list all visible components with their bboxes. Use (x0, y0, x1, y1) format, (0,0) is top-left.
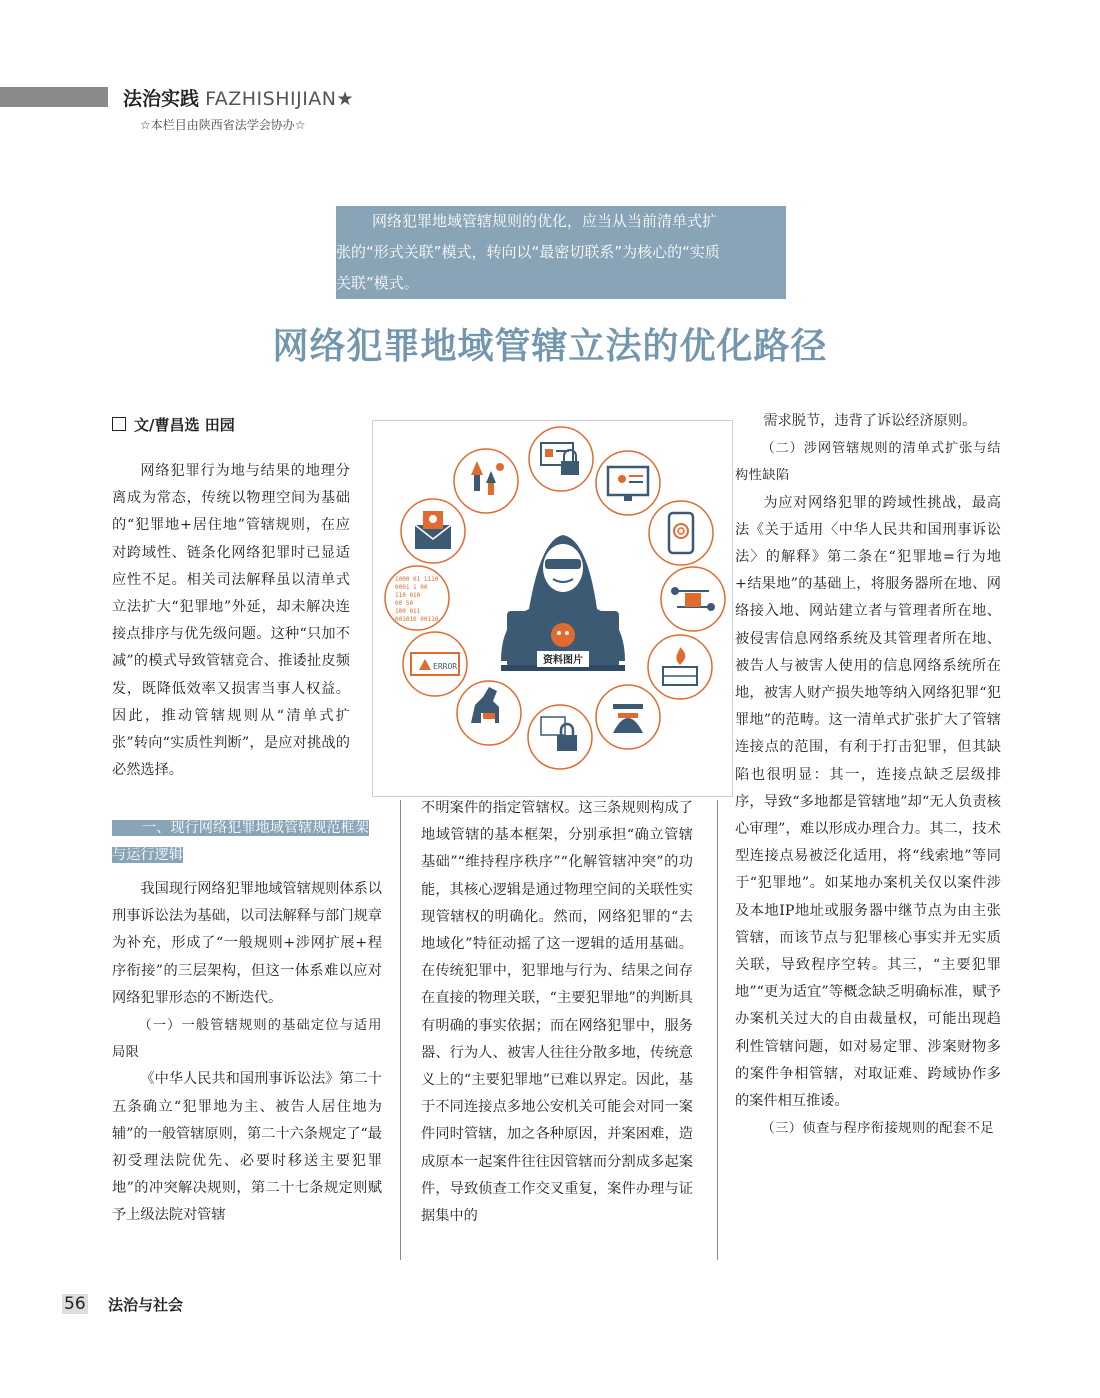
byline-text: 文/曹昌选 田园 (134, 416, 235, 434)
rocket-circle (454, 449, 518, 513)
hacker-figure (501, 535, 625, 671)
intro-paragraph: 网络犯罪行为地与结果的地理分离成为常态，传统以物理空间为基础的“犯罪地+居住地”管辖规则，在应对跨域性、链条化网络犯罪时已显适应性不足。相关司法解释虽以清单式立法扩大“犯罪地”外延，却未解决连接点排序与优先级问题。这种“只加不减”的模式导致管辖竞合、推诿扯皮频发，既降低效率又损害当事人权益。因此，推动管辖规则从“清单式扩张”转向“实质性判断”，是应对挑战的必然选择。 (112, 463, 350, 779)
magazine-name: 法治与社会 (108, 1296, 184, 1314)
column-subtitle: ☆本栏目由陕西省法学会协办☆ (140, 118, 306, 132)
figure-caption: 资料图片 (543, 655, 583, 666)
column-divider (717, 800, 718, 1260)
cybercrime-illustration (372, 420, 733, 797)
section-heading-text: 一、现行网络犯罪地域管辖规范框架与运行逻辑 (112, 820, 370, 864)
column-3-body (735, 408, 1001, 1142)
svg-text:100 011: 100 011 (395, 608, 421, 615)
column-name-en: FAZHISHIJIAN★ (205, 88, 355, 110)
column-header-bar (0, 87, 108, 107)
column-title (123, 84, 354, 111)
paragraph: 不明案件的指定管辖权。这三条规则构成了地域管辖的基本框架，分别承担“确立管辖基础”“维持程序秩序”“化解管辖冲突”的功能，其核心逻辑是通过物理空间的关联性实现管辖权的明确化。然而，网络犯罪的“去地域化”特征动摇了这一逻辑的适用基础。在传统犯罪中，犯罪地与行为、结果之间存在直接的物理关联，“主要犯罪地”的判断具有明确的事实依据；而在网络犯罪中，服务器、行为人、被害人往往分散多地，传统意义上的“主要犯罪地”已难以界定。因此，基于不同连接点多地公安机关可能会对同一案件同时管辖，加之各种原因，并案困难，造成原本一起案件往往因管辖而分割成多起案件，导致侦查工作交叉重复，案件办理与证据集中的 (421, 800, 693, 1225)
section-heading-1 (112, 815, 382, 869)
fingerprint-icon (669, 513, 693, 553)
byline (112, 414, 235, 435)
monitor-icon (608, 467, 648, 501)
column-2-body (421, 795, 693, 1230)
article-title: 网络犯罪地域管辖立法的优化路径 (272, 326, 828, 367)
svg-text:110 010: 110 010 (395, 592, 421, 599)
paragraph: 我国现行网络犯罪地域管辖规则体系以刑事诉讼法为基础，以司法解释与部门规章为补充，形成了“一般规则+涉网扩展+程序衔接”的三层架构，但这一体系难以应对网络犯罪形态的不断迭代。 (112, 881, 382, 1006)
pull-quote-line: 张的“形式关联”模式，转向以“最密切联系”为核心的“实质 (336, 243, 720, 261)
column-divider (400, 800, 401, 1260)
subheading-3: （三）侦查与程序衔接规则的配套不足 (761, 1121, 995, 1137)
paragraph: 需求脱节，违背了诉讼经济原则。 (763, 413, 977, 429)
column-name: 法治实践 (123, 88, 200, 110)
intro-paragraph-block (112, 458, 350, 784)
svg-text:1000 01 1110: 1000 01 1110 (395, 576, 439, 583)
subheading-2: （二）涉网管辖规则的清单式扩张与结构性缺陷 (735, 441, 1001, 484)
error-icon (411, 653, 459, 675)
paragraph: 《中华人民共和国刑事诉讼法》第二十五条确立“犯罪地为主、被告人居住地为辅”的一般管辖原则，第二十六条规定了“最初受理法院优先、必要时移送主要犯罪地”的冲突解决规则，第二十七条规定则赋予上级法院对管辖 (112, 1071, 382, 1224)
column-1-body (112, 876, 382, 1230)
page-number: 56 (64, 1294, 86, 1314)
illustration-svg (373, 421, 732, 796)
pull-quote (336, 206, 786, 299)
error-label: ERROR (433, 662, 458, 671)
square-icon (112, 417, 126, 431)
svg-text:001010 00110: 001010 00110 (395, 616, 439, 623)
paragraph: 为应对网络犯罪的跨域性挑战，最高法《关于适用〈中华人民共和国刑事诉讼法〉的解释》第二条在“犯罪地=行为地+结果地”的基础上，将服务器所在地、网络接入地、网站建立者与管理者所在地、被侵害信息网络系统及其管理者所在地、被告人与被害人使用的信息网络系统所在地，被害人财产损失地等纳入网络犯罪“犯罪地”的范畴。这一清单式扩张扩大了管辖连接点的范围，有利于打击犯罪，但其缺陷也很明显：其一，连接点缺乏层级排序，导致“多地都是管辖地”却“无人负责核心审理”，难以形成办理合力。其二，技术型连接点易被泛化适用，将“线索地”等同于“犯罪地”。如某地办案机关仅以案件涉及本地IP地址或服务器中继节点为由主张管辖，而该节点与犯罪核心事实并无实质关联，导致程序空转。其三，“主要犯罪地”“更为适宜”等概念缺乏明确标准，赋予办案机关过大的自由裁量权，可能出现趋利性管辖问题，如对易定罪、涉案财物多的案件争相管辖，对取证难、跨域协作多的案件相互推诿。 (735, 494, 1001, 1110)
svg-text:00 50: 00 50 (395, 600, 414, 607)
pull-quote-line: 关联”模式。 (336, 274, 419, 292)
subheading-1: （一）一般管辖规则的基础定位与适用局限 (112, 1018, 382, 1061)
pull-quote-line: 网络犯罪地域管辖规则的优化，应当从当前清单式扩 (372, 212, 718, 230)
svg-text:0001 1 00: 0001 1 00 (395, 584, 428, 591)
